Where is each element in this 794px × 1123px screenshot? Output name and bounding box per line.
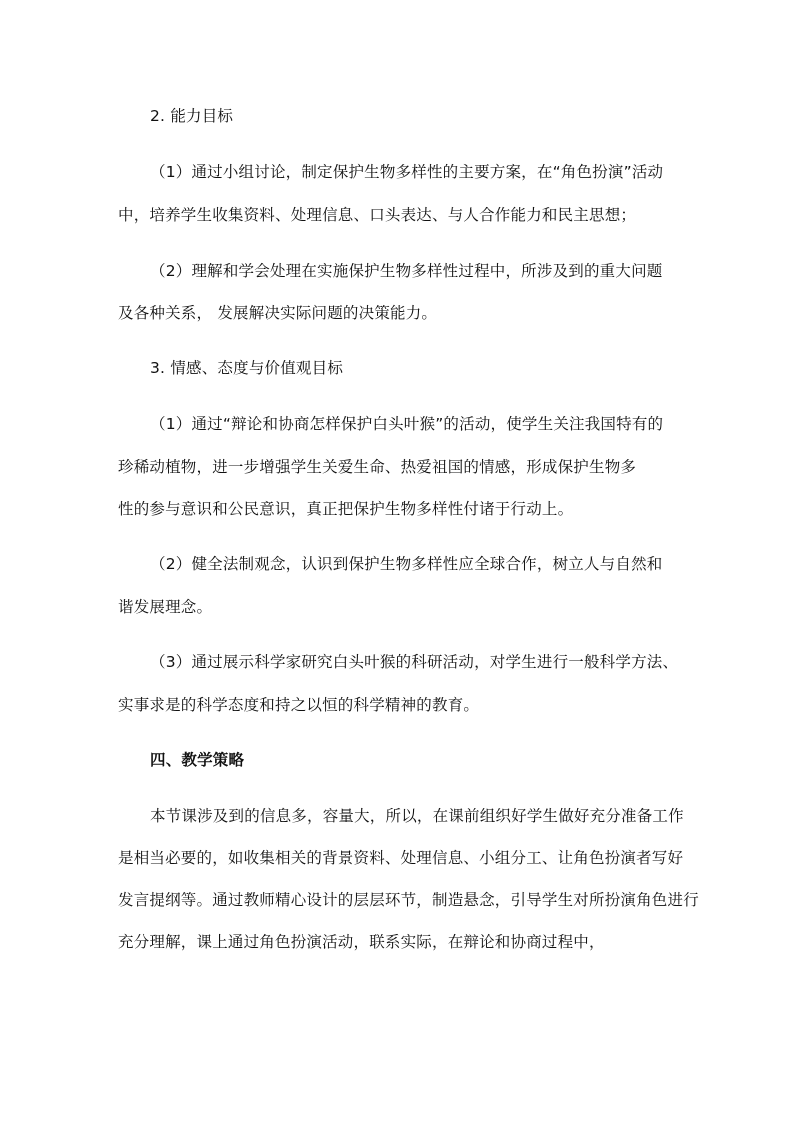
emotion-item2-line1: （2）健全法制观念，认识到保护生物多样性应全球合作，树立人与自然和 xyxy=(150,555,663,573)
emotion-item1-line2: 珍稀动植物，进一步增强学生关爱生命、热爱祖国的情感，形成保护生物多 xyxy=(118,458,637,476)
ability-item1-line2: 中，培养学生收集资料、处理信息、口头表达、与人合作能力和民主思想； xyxy=(118,206,637,224)
heading-teaching-strategy: 四、教学策略 xyxy=(150,751,245,769)
emotion-item3-line1: （3）通过展示科学家研究白头叶猴的科研活动，对学生进行一般科学方法、 xyxy=(150,653,679,671)
strategy-para-line3: 发言提纲等。通过教师精心设计的层层环节，制造悬念，引导学生对所扮演角色进行 xyxy=(118,891,699,909)
heading-emotion-goals: 3. 情感、态度与价值观目标 xyxy=(150,359,344,377)
emotion-item1-line3: 性的参与意识和公民意识，真正把保护生物多样性付诸于行动上。 xyxy=(118,500,574,518)
strategy-para-line1: 本节课涉及到的信息多，容量大，所以，在课前组织好学生做好充分准备工作 xyxy=(150,807,684,825)
heading-ability-goals: 2. 能力目标 xyxy=(150,107,234,125)
ability-item1-line1: （1）通过小组讨论，制定保护生物多样性的主要方案，在“角色扮演”活动 xyxy=(150,163,664,181)
emotion-item2-line2: 谐发展理念。 xyxy=(118,598,213,616)
emotion-item1-line1: （1）通过“辩论和协商怎样保护白头叶猴”的活动，使学生关注我国特有的 xyxy=(150,415,664,433)
ability-item2-line1: （2）理解和学会处理在实施保护生物多样性过程中，所涉及到的重大问题 xyxy=(150,262,663,280)
ability-item2-line2: 及各种关系， 发展解决实际问题的决策能力。 xyxy=(118,304,438,322)
strategy-para-line4: 充分理解，课上通过角色扮演活动，联系实际，在辩论和协商过程中， xyxy=(118,933,605,951)
strategy-para-line2: 是相当必要的，如收集相关的背景资料、处理信息、小组分工、让角色扮演者写好 xyxy=(118,849,684,867)
emotion-item3-line2: 实事求是的科学态度和持之以恒的科学精神的教育。 xyxy=(118,696,480,714)
